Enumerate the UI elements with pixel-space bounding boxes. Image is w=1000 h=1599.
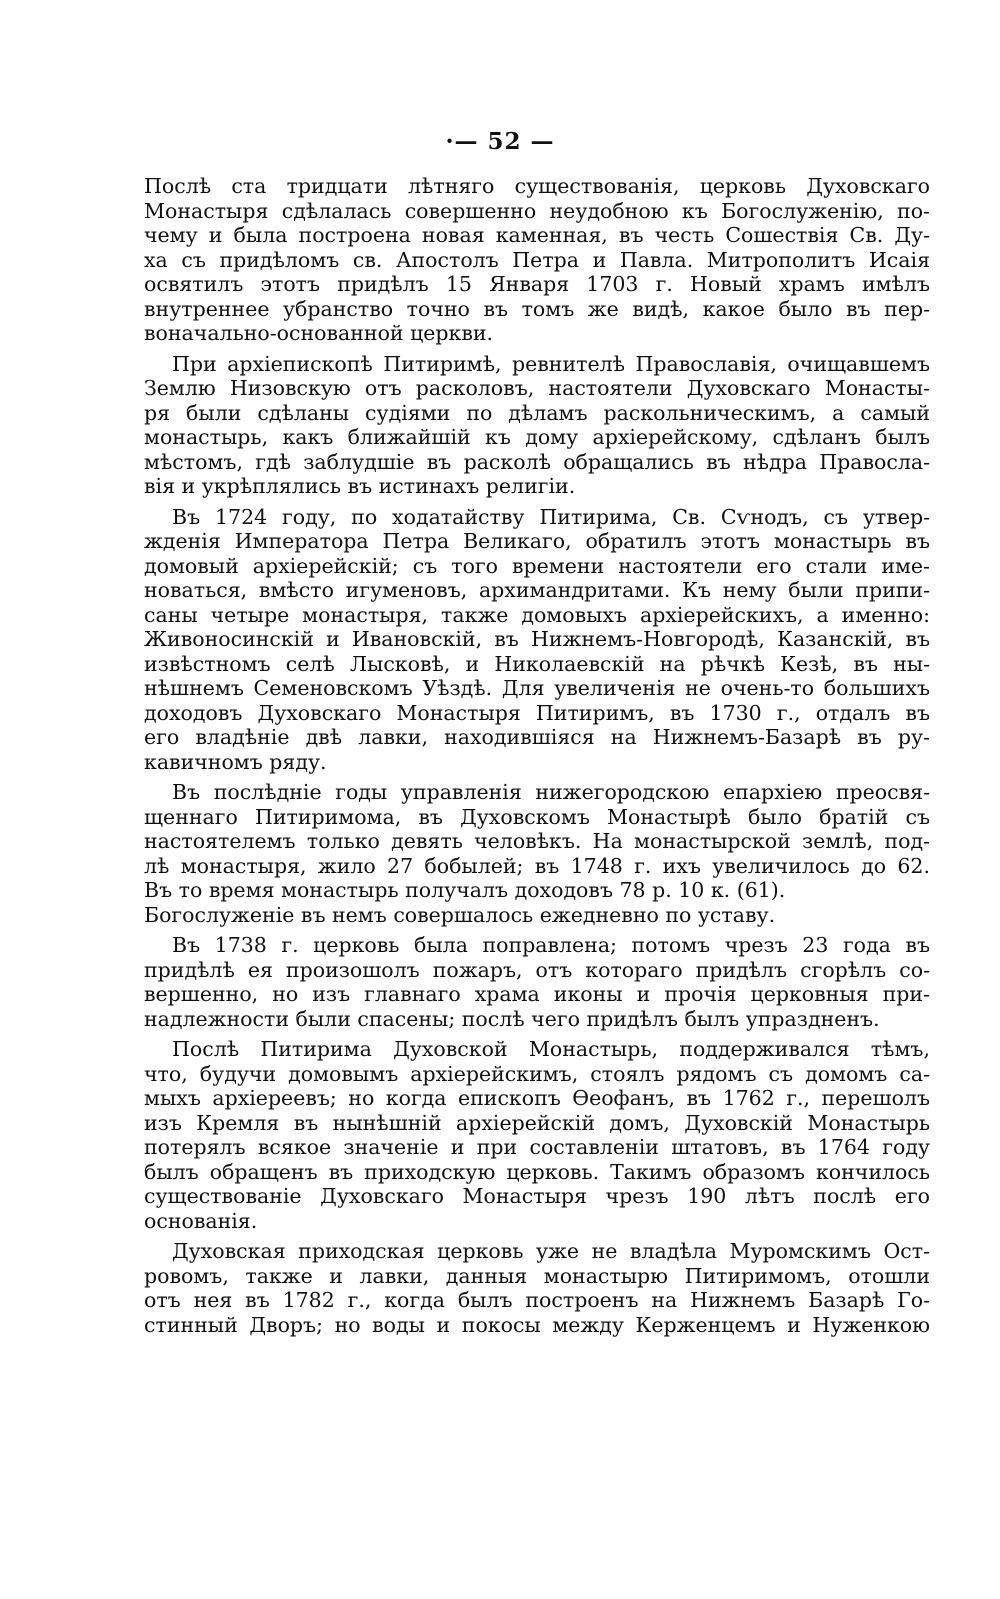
text-line: ровомъ, также и лавки, данныя монастырю Питиримомъ, отошли [144,1263,930,1288]
paragraph [144,1239,930,1337]
text-line: извѣстномъ селѣ Лысковѣ, и Николаевскій на рѣчкѣ Кезѣ, въ ны- [144,651,930,676]
text-line: Въ то время монастырь получалъ доходовъ 78 р. 10 к. (61). [144,878,786,902]
text-line: Монастыря сдѣлалась совершенно неудобною къ Богослуженію, по- [144,198,930,223]
text-line: вершенно, но изъ главнаго храма иконы и прочія церковныя при- [144,982,930,1006]
text-line: существованіе Духовскаго Монастыря чрезъ 190 лѣтъ послѣ его [144,1184,930,1208]
text-line: отъ нея въ 1782 г., когда былъ построенъ на Нижнемъ Базарѣ Го- [144,1288,930,1312]
paragraph [144,352,930,499]
text-line: что, будучи домовымъ архіерейскимъ, стоялъ рядомъ съ домомъ са- [144,1061,930,1086]
text-line: воначально-основанной церкви. [144,321,494,345]
text-line: домовый архіерейскій; съ того времени настоятели его стали име- [144,553,930,578]
text-line: вія и укрѣплялись въ истинахъ религіи. [144,474,576,498]
text-line: монастырь, какъ ближайшій къ дому архіерейскому, сдѣланъ былъ [144,425,930,449]
text-line: изъ Кремля въ нынѣшній архіерейскій домъ, Духовскій Монастырь [144,1110,930,1135]
text-line: Живоносинскій и Ивановскій, въ Нижнемъ-Новгородѣ, Казанскій, въ [144,627,930,651]
text-line: новаться, вмѣсто игуменовъ, архимандритами. Къ нему были припи- [144,578,930,602]
text-line: саны четыре монастыря, также домовыхъ архіерейскихъ, а именно: [144,602,930,627]
text-line: основанія. [144,1208,258,1233]
text-line: его владѣніе двѣ лавки, находившіяся на Нижнемъ-Базарѣ въ ру- [144,725,930,749]
text-line: Послѣ Питирима Духовской Монастырь, поддерживался тѣмъ, [172,1037,930,1061]
text-line: Въ послѣдніе годы управленія нижегородскою епархіею преосвя- [172,780,930,804]
text-line: лѣ монастыря, жило 27 бобылей; въ 1748 г. ихъ увеличилось до 62. [144,853,930,878]
text-line: мѣстомъ, гдѣ заблудшіе въ расколѣ обращались въ нѣдра Правосла- [144,449,930,474]
text-line: придѣлѣ ея произошолъ пожаръ, отъ котораго придѣлъ сгорѣлъ со- [144,957,930,982]
paragraph [144,1037,930,1233]
text-line: надлежности были спасены; послѣ чего придѣлъ былъ упраздненъ. [144,1006,880,1031]
text-line: внутреннее убранство точно въ томъ же видѣ, какое было въ пер- [144,296,930,321]
text-line: Послѣ ста тридцати лѣтняго существованія, церковь Духовскаго [144,174,930,198]
text-line: потерялъ всякое значеніе и при составленіи штатовъ, въ 1764 году [144,1135,930,1159]
text-line: ха съ придѣломъ св. Апостолъ Петра и Павла. Митрополитъ Исаія [144,247,930,272]
paragraph [144,174,930,346]
body-text [144,174,930,1337]
text-line: былъ обращенъ въ приходскую церковь. Такимъ образомъ кончилось [144,1159,930,1184]
text-line: кавичномъ ряду. [144,749,327,774]
text-line: чему и была построена новая каменная, въ честь Сошествія Св. Ду- [144,223,930,247]
text-line: Землю Низовскую отъ расколовъ, настоятели Духовскаго Монасты- [144,376,930,400]
text-line: Въ 1738 г. церковь была поправлена; потомъ чрезъ 23 года въ [172,933,930,957]
paragraph [144,505,930,775]
text-line: Богослуженіе въ немъ совершалось ежедневно по уставу. [144,902,776,927]
text-line: ря были сдѣланы судіями по дѣламъ раскольническимъ, а самый [144,400,930,425]
text-line: нѣшнемъ Семеновскомъ Уѣздѣ. Для увеличенія не очень-то большихъ [144,676,930,700]
text-line: настоятелемъ только девять человѣкъ. На монастырской землѣ, под- [144,829,930,853]
text-line: мыхъ архіереевъ; но когда епископъ Ѳеофанъ, въ 1762 г., перешолъ [144,1086,930,1110]
text-line: доходовъ Духовскаго Монастыря Питиримъ, въ 1730 г., отдалъ въ [144,700,930,725]
text-line: Духовская приходская церковь уже не владѣла Муромскимъ Ост- [172,1239,930,1263]
page-number: ·— 52 — [445,128,555,155]
paragraph [144,933,930,1031]
text-line: щеннаго Питиримома, въ Духовскомъ Монастырѣ было братій съ [144,804,930,829]
text-line: стинный Дворъ; но воды и покосы между Керженцемъ и Нуженкою [144,1312,930,1337]
paragraph [144,780,930,927]
text-line: освятилъ этотъ придѣлъ 15 Января 1703 г. Новый храмъ имѣлъ [144,272,930,296]
text-line: При архіепископѣ Питиримѣ, ревнителѣ Православія, очищавшемъ [172,351,930,376]
text-line: жденія Императора Петра Великаго, обратилъ этотъ монастырь въ [144,529,930,553]
text-line: Въ 1724 году, по ходатайству Питирима, Св. Сѵнодъ, съ утвер- [172,504,930,529]
